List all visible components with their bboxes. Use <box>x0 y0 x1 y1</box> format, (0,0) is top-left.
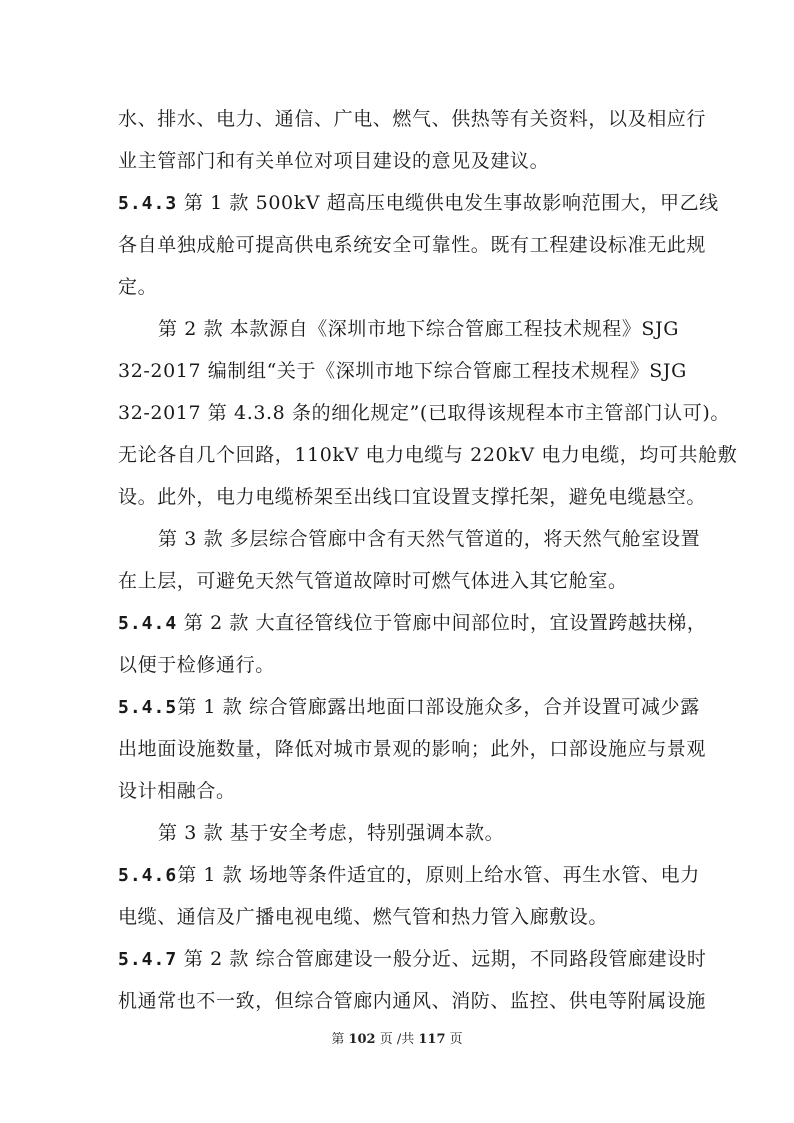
clause-number: 5.4.3 <box>118 193 178 214</box>
clause-5-4-4-line: 5.4.4 第 2 款 大直径管线位于管廊中间部位时，宜设置跨越扶梯， <box>118 612 707 634</box>
paragraph-line: 水、排水、电力、通信、广电、燃气、供热等有关资料，以及相应行 <box>118 108 707 130</box>
paragraph-line: 各自单独成舱可提高供电系统安全可靠性。既有工程建设标准无此规 <box>118 234 707 256</box>
paragraph-line: 出地面设施数量，降低对城市景观的影响；此外，口部设施应与景观 <box>118 738 707 760</box>
clause-number: 5.4.5 <box>118 697 178 718</box>
paragraph-line: 定。 <box>118 276 158 298</box>
paragraph-line: 设。此外，电力电缆桥架至出线口宜设置支撑托架，避免电缆悬空。 <box>118 486 707 508</box>
paragraph-line: 第 2 款 本款源自《深圳市地下综合管廊工程技术规程》SJG <box>158 318 680 340</box>
current-page-number: 102 <box>348 1032 376 1047</box>
total-pages-number: 117 <box>418 1032 446 1047</box>
paragraph-line: 第 3 款 基于安全考虑，特别强调本款。 <box>158 822 505 844</box>
clause-5-4-5-line: 5.4.5第 1 款 综合管廊露出地面口部设施众多，合并设置可减少露 <box>118 696 700 718</box>
paragraph-line: 在上层，可避免天然气管道故障时可燃气体进入其它舱室。 <box>118 570 628 592</box>
clause-number: 5.4.6 <box>118 865 178 886</box>
paragraph-line: 机通常也不一致，但综合管廊内通风、消防、监控、供电等附属设施 <box>118 990 707 1012</box>
paragraph-line: 电缆、通信及广播电视电缆、燃气管和热力管入廊敷设。 <box>118 906 609 928</box>
clause-5-4-6-line: 5.4.6第 1 款 场地等条件适宜的，原则上给水管、再生水管、电力 <box>118 864 700 886</box>
clause-number: 5.4.7 <box>118 949 178 970</box>
paragraph-line: 业主管部门和有关单位对项目建设的意见及建议。 <box>118 150 550 172</box>
paragraph-line: 第 3 款 多层综合管廊中含有天然气管道的，将天然气舱室设置 <box>158 528 701 550</box>
paragraph-line: 32-2017 第 4.3.8 条的细化规定”(已取得该规程本市主管部门认可)。 <box>118 402 730 424</box>
page-footer: 第 102 页 /共 117 页 <box>331 1032 463 1047</box>
clause-5-4-7-line: 5.4.7 第 2 款 综合管廊建设一般分近、远期，不同路段管廊建设时 <box>118 948 707 970</box>
paragraph-line: 无论各自几个回路，110kV 电力电缆与 220kV 电力电缆，均可共舱敷 <box>118 444 738 466</box>
paragraph-line: 32-2017 编制组“关于《深圳市地下综合管廊工程技术规程》SJG <box>118 360 687 382</box>
clause-5-4-3-line: 5.4.3 第 1 款 500kV 超高压电缆供电发生事故影响范围大，甲乙线 <box>118 192 719 214</box>
clause-number: 5.4.4 <box>118 613 178 634</box>
paragraph-line: 设计相融合。 <box>118 780 236 802</box>
paragraph-line: 以便于检修通行。 <box>118 654 275 676</box>
